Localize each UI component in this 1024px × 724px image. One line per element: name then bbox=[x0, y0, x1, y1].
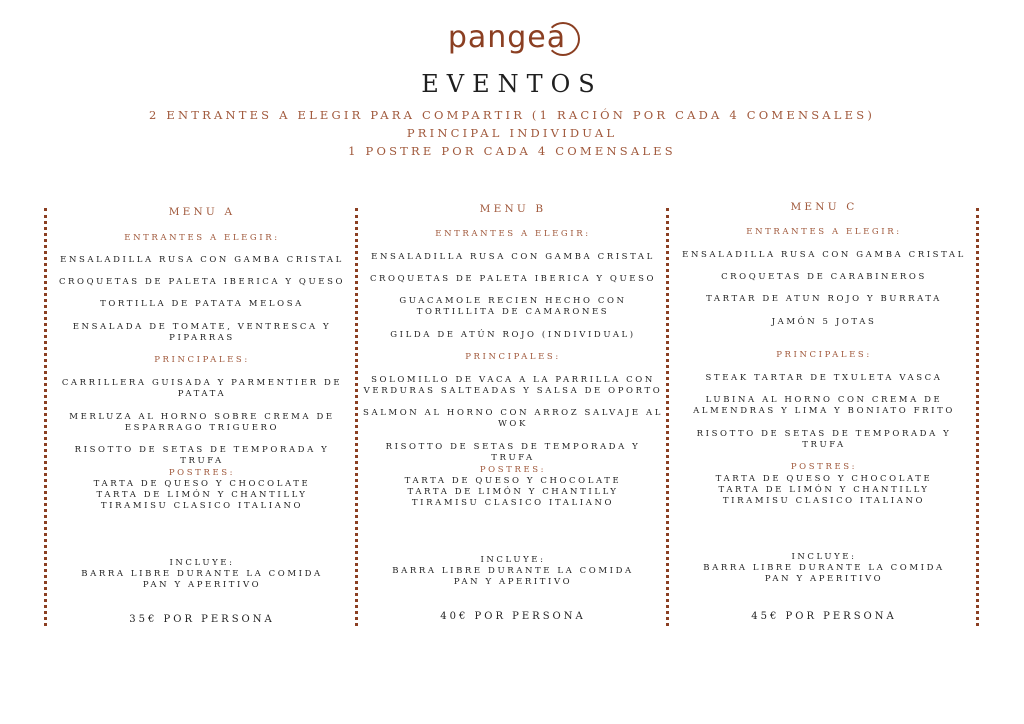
menu-item: JAMÓN 5 JOTAS bbox=[771, 317, 877, 327]
price: 35€ POR PERSONA bbox=[129, 614, 275, 625]
menu-item: PIPARRAS bbox=[169, 333, 235, 343]
menu-item: CARRILLERA GUISADA Y PARMENTIER DE bbox=[61, 378, 343, 388]
menu-item: TARTA DE LIMÓN Y CHANTILLY bbox=[96, 490, 308, 500]
entrantes-heading: ENTRANTES A ELEGIR: bbox=[746, 227, 902, 237]
menu-item: SOLOMILLO DE VACA A LA PARRILLA CON bbox=[371, 375, 655, 385]
dotted-divider bbox=[976, 208, 979, 626]
incluye-item: BARRA LIBRE DURANTE LA COMIDA bbox=[703, 563, 945, 573]
price: 45€ POR PERSONA bbox=[751, 611, 897, 622]
menu-item: TORTILLA DE PATATA MELOSA bbox=[100, 299, 304, 309]
menu-item: ENSALADILLA RUSA CON GAMBA CRISTAL bbox=[371, 252, 655, 262]
header-line-3: 1 POSTRE POR CADA 4 COMENSALES bbox=[348, 144, 676, 158]
menu-item: TARTA DE LIMÓN Y CHANTILLY bbox=[718, 485, 930, 495]
incluye-item: PAN Y APERITIVO bbox=[453, 577, 573, 587]
menu-item: ESPARRAGO TRIGUERO bbox=[124, 423, 280, 433]
logo-wordmark: pangea bbox=[448, 16, 576, 60]
menu-item: WOK bbox=[498, 419, 528, 429]
menu-item: STEAK TARTAR DE TXULETA VASCA bbox=[705, 373, 943, 383]
menu-item: MERLUZA AL HORNO SOBRE CREMA DE bbox=[69, 412, 335, 422]
menu-item: ENSALADILLA RUSA CON GAMBA CRISTAL bbox=[682, 250, 966, 260]
menu-item: TIRAMISU CLASICO ITALIANO bbox=[411, 498, 615, 508]
menu-item: VERDURAS SALTEADAS Y SALSA DE OPORTO bbox=[363, 386, 663, 396]
menu-item: CROQUETAS DE CARABINEROS bbox=[721, 272, 927, 282]
incluye-item: BARRA LIBRE DURANTE LA COMIDA bbox=[81, 569, 323, 579]
menu-item: CROQUETAS DE PALETA IBERICA Y QUESO bbox=[58, 277, 346, 287]
header-line-2: PRINCIPAL INDIVIDUAL bbox=[406, 126, 618, 140]
entrantes-heading: ENTRANTES A ELEGIR: bbox=[435, 229, 591, 239]
menu-title: MENU A bbox=[168, 206, 236, 218]
dotted-divider bbox=[355, 208, 358, 626]
menu-item: TARTAR DE ATUN ROJO Y BURRATA bbox=[706, 294, 942, 304]
postres-heading: POSTRES: bbox=[168, 468, 236, 478]
menu-item: TARTA DE QUESO Y CHOCOLATE bbox=[715, 474, 933, 484]
page-title: EVENTOS bbox=[421, 70, 603, 98]
price: 40€ POR PERSONA bbox=[440, 611, 586, 622]
principales-heading: PRINCIPALES: bbox=[154, 355, 250, 365]
menu-item: GILDA DE ATÚN ROJO (INDIVIDUAL) bbox=[390, 330, 636, 340]
menu-item: SALMON AL HORNO CON ARROZ SALVAJE AL bbox=[363, 408, 663, 418]
incluye-item: PAN Y APERITIVO bbox=[142, 580, 262, 590]
menu-item: PATATA bbox=[177, 389, 227, 399]
incluye-item: BARRA LIBRE DURANTE LA COMIDA bbox=[392, 566, 634, 576]
dotted-divider bbox=[44, 208, 47, 626]
principales-heading: PRINCIPALES: bbox=[776, 350, 872, 360]
menu-item: GUACAMOLE RECIEN HECHO CON bbox=[399, 296, 627, 306]
header-line-1: 2 ENTRANTES A ELEGIR PARA COMPARTIR (1 RACIÓN POR CADA 4 COMENSALES) bbox=[148, 108, 876, 122]
menu-item: RISOTTO DE SETAS DE TEMPORADA Y TRUFA bbox=[74, 445, 330, 466]
menu-item: ENSALADA DE TOMATE, VENTRESCA Y bbox=[72, 322, 332, 332]
menu-item: TARTA DE QUESO Y CHOCOLATE bbox=[404, 476, 622, 486]
menu-item: RISOTTO DE SETAS DE TEMPORADA Y TRUFA bbox=[696, 429, 952, 450]
postres-heading: POSTRES: bbox=[479, 465, 547, 475]
incluye-item: PAN Y APERITIVO bbox=[764, 574, 884, 584]
menu-item: CROQUETAS DE PALETA IBERICA Y QUESO bbox=[369, 274, 657, 284]
postres-heading: POSTRES: bbox=[790, 462, 858, 472]
pangea-logo bbox=[0, 16, 1024, 60]
menu-title: MENU B bbox=[479, 203, 547, 215]
menu-item: RISOTTO DE SETAS DE TEMPORADA Y TRUFA bbox=[385, 442, 641, 463]
logo-ring-icon bbox=[546, 22, 580, 56]
incluye-heading: INCLUYE: bbox=[480, 555, 546, 565]
menu-item: TORTILLITA DE CAMARONES bbox=[416, 307, 610, 317]
menu-item: ENSALADILLA RUSA CON GAMBA CRISTAL bbox=[60, 255, 344, 265]
menu-item: TARTA DE LIMÓN Y CHANTILLY bbox=[407, 487, 619, 497]
menu-item: TARTA DE QUESO Y CHOCOLATE bbox=[93, 479, 311, 489]
principales-heading: PRINCIPALES: bbox=[465, 352, 561, 362]
menu-item: LUBINA AL HORNO CON CREMA DE bbox=[705, 395, 943, 405]
menu-item: ALMENDRAS Y LIMA Y BONIATO FRITO bbox=[693, 406, 955, 416]
incluye-heading: INCLUYE: bbox=[791, 552, 857, 562]
dotted-divider bbox=[666, 208, 669, 626]
incluye-heading: INCLUYE: bbox=[169, 558, 235, 568]
menu-item: TIRAMISU CLASICO ITALIANO bbox=[722, 496, 926, 506]
menu-title: MENU C bbox=[790, 201, 858, 213]
entrantes-heading: ENTRANTES A ELEGIR: bbox=[124, 233, 280, 243]
menu-item: TIRAMISU CLASICO ITALIANO bbox=[100, 501, 304, 511]
